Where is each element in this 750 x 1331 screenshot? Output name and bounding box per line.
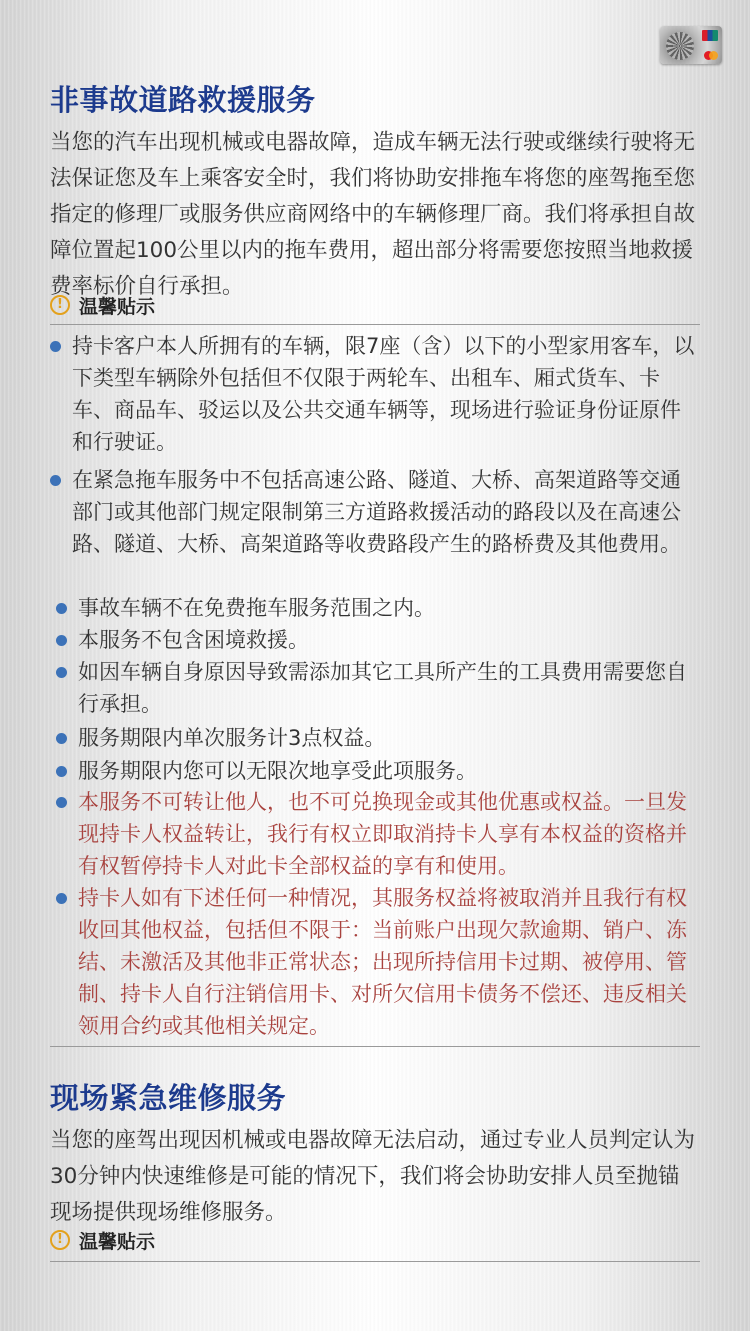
note-item: 本服务不包含困境救援。 <box>78 624 700 656</box>
section-divider <box>50 1046 700 1047</box>
tip-header <box>50 291 155 319</box>
note-item: 如因车辆自身原因导致需添加其它工具所产生的工具费用需要您自行承担。 <box>78 656 700 720</box>
note-item: 服务期限内您可以无限次地享受此项服务。 <box>78 755 700 787</box>
warning-note-item: 持卡人如有下述任何一种情况，其服务权益将被取消并且我行有权收回其他权益，包括但不限于：当前账户出现欠款逾期、销户、冻结、未激活及其他非正常状态；出现所持信用卡过期、被停用、管制、持卡人自行注销信用卡、对所欠信用卡债务不偿还、违反相关领用合约或其他相关规定。 <box>78 882 700 1042</box>
note-item: 持卡客户本人所拥有的车辆，限7座（含）以下的小型家用客车，以下类型车辆除外包括但不仅限于两轮车、出租车、厢式货车、卡车、商品车、驳运以及公共交通车辆等，现场进行验证身份证原件和行驶证。 <box>72 330 700 458</box>
tip-label: 温馨贴示 <box>79 295 156 318</box>
section-description-onsite-repair: 当您的座驾出现因机械或电器故障无法启动，通过专业人员判定认为30分钟内快速维修是可能的情况下，我们将会协助安排人员至抛锚现场提供现场维修服务。 <box>50 1128 696 1225</box>
section-title-roadside-assistance: 非事故道路救援服务 <box>50 83 316 117</box>
note-item: 服务期限内单次服务计3点权益。 <box>78 722 700 754</box>
divider <box>50 1261 700 1262</box>
section-description-roadside-assistance: 当您的汽车出现机械或电器故障，造成车辆无法行驶或继续行驶将无法保证您及车上乘客安全时，我们将协助安排拖车将您的座驾拖至您指定的修理厂或服务供应商网络中的车辆修理厂商。我们将承担自故障位置起100公里以内的拖车费用，超出部分将需要您按照当地救援费率标价自行承担。 <box>50 130 696 299</box>
tip-label: 温馨贴示 <box>79 1230 156 1253</box>
unionpay-logo-icon <box>702 30 718 41</box>
card-emblem-icon <box>666 32 694 60</box>
note-item: 事故车辆不在免费拖车服务范围之内。 <box>78 592 700 624</box>
section-title-onsite-repair: 现场紧急维修服务 <box>50 1081 287 1115</box>
note-item: 在紧急拖车服务中不包括高速公路、隧道、大桥、高架道路等交通部门或其他部门规定限制第三方道路救援活动的路段以及在高速公路、隧道、大桥、高架道路等收费路段产生的路桥费及其他费用。 <box>72 464 700 560</box>
warning-icon: ! <box>50 1230 70 1250</box>
warning-note-item: 本服务不可转让他人，也不可兑换现金或其他优惠或权益。一旦发现持卡人权益转让，我行有权立即取消持卡人享有本权益的资格并有权暂停持卡人对此卡全部权益的享有和使用。 <box>78 786 700 882</box>
warning-icon: ! <box>50 295 70 315</box>
divider <box>50 324 700 325</box>
tip-header <box>50 1226 155 1254</box>
bank-card-icon <box>660 26 722 64</box>
mastercard-logo-icon <box>704 51 718 60</box>
